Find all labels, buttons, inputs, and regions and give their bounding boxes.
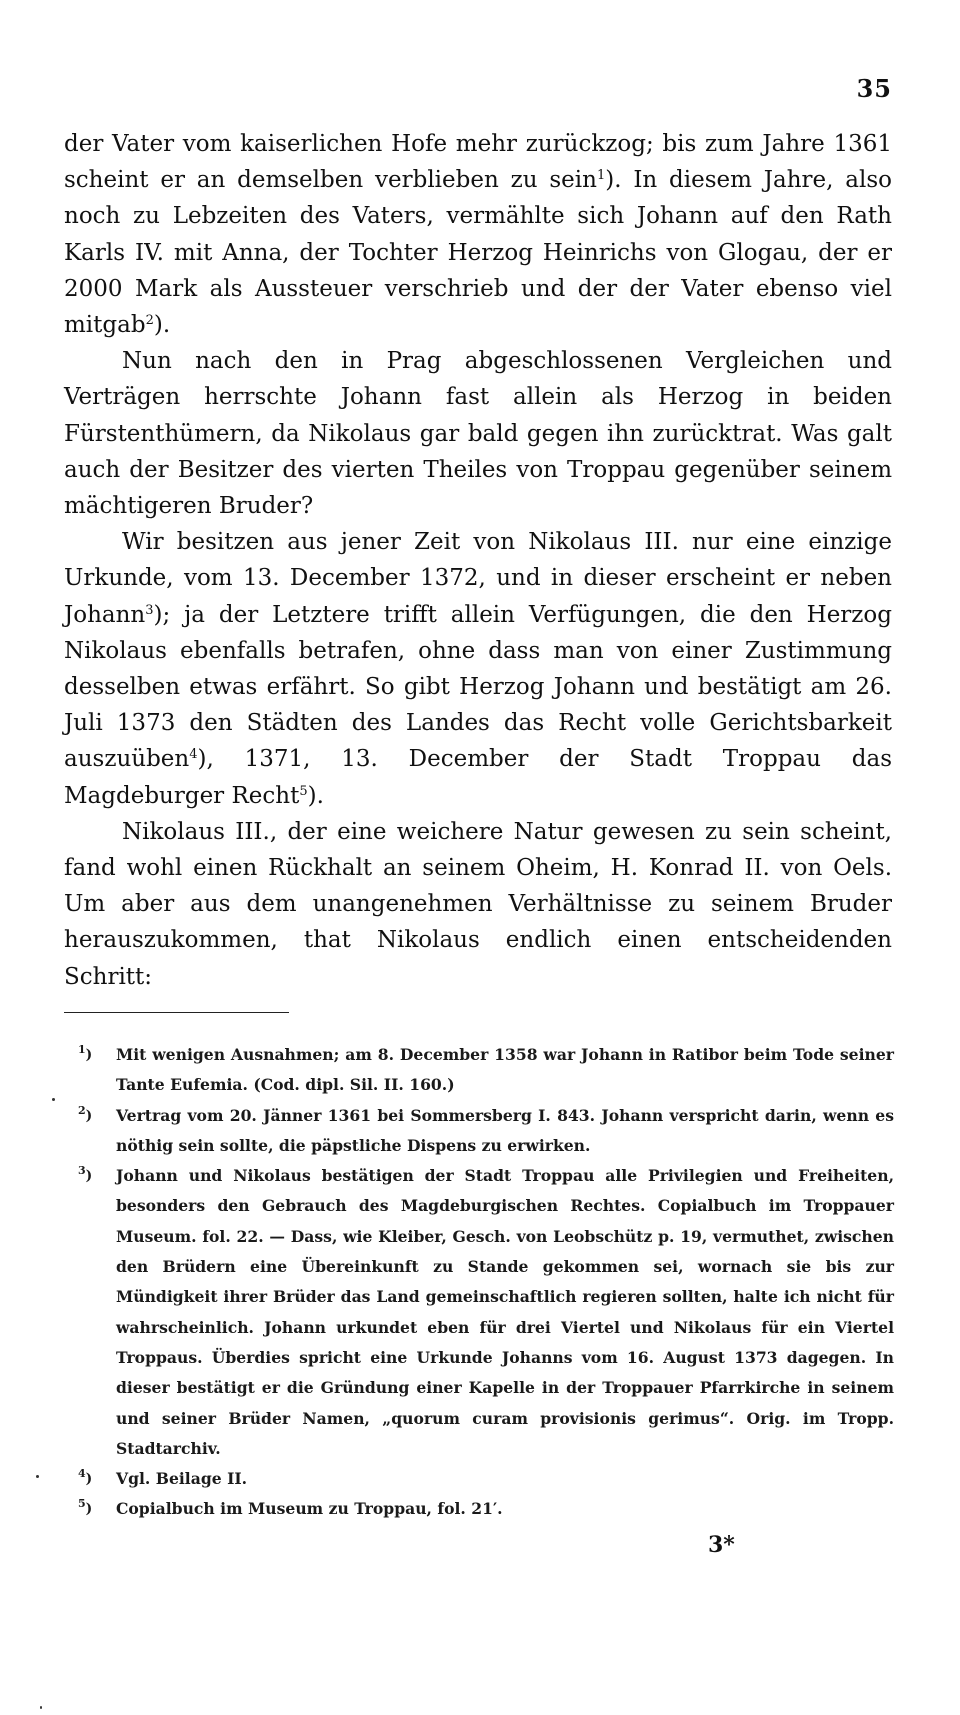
page-number: 35 <box>856 74 892 103</box>
paragraph-3-text-cont: ); ja der Letztere trifft allein Verfügungen, die den Herzog Nikolaus ebenfalls betrafen, ohne dass man von einer Zustimmung desselben etwas erfährt. So gibt Herzog Johann und bestätigt am 26. Juli 1373 den Städten des Landes das Recht volle Gerichtsbarkeit auszuüben <box>64 601 892 773</box>
paragraph-3-text: Wir besitzen aus jener Zeit von Nikolaus III. nur eine einzige Urkunde, vom 13. December 1372, und in dieser erscheint er neben Johann <box>64 529 892 628</box>
paragraph-3-text-end: ). <box>307 782 324 809</box>
footnote-text: Copialbuch im Museum zu Troppau, fol. 21′. <box>116 1499 503 1519</box>
speck <box>36 1475 39 1478</box>
footnote-ref-5: 5 <box>299 783 308 799</box>
footnote-rule <box>64 1012 289 1013</box>
paragraph-1-text: der Vater vom kaiserlichen Hofe mehr zurückzog; bis zum Jahre 1361 scheint er an demselben verblieben zu sein <box>64 131 892 194</box>
footnote-mark: $^5$) <box>78 1497 93 1518</box>
paragraph-1-text-cont: ). In diesem Jahre, also noch zu Lebzeiten des Vaters, vermählte sich Johann auf den Rath Karls IV. mit Anna, der Tochter Herzog Heinrichs von Glogau, der er 2000 Mark als Aussteuer verschrieb und der der Vater ebenso viel mitgab <box>64 167 892 339</box>
footnote-text: Johann und Nikolaus bestätigen der Stadt Troppau alle Privilegien und Freiheiten, besonders den Gebrauch des Magdeburgischen Rechtes. Copialbuch im Troppauer Museum. fol. 22. — Dass, wie Kleiber, Gesch. von Leobschütz p. 19, vermuthet, zwischen den Brüdern eine Übereinkunft zu Stande gekommen sei, wornach sie bis zur Mündigkeit ihrer Brüder das Land gemeinschaftlich regieren sollten, halte ich nicht für wahrscheinlich. Johann urkundet eben für drei Viertel und Nikolaus für ein Viertel Troppaus. Überdies spricht eine Urkunde Johanns vom 16. August 1373 dagegen. In dieser bestätigt er die Gründung einer Kapelle in der Troppauer Pfarrkirche in seinem und seiner Brüder Namen, „quorum curam provisionis gerimus“. Orig. im Tropp. Stadtarchiv. <box>116 1166 894 1458</box>
body-text <box>64 126 892 995</box>
footnote-mark: $^3$) <box>78 1164 93 1185</box>
footnote-4 <box>64 1464 894 1494</box>
footnote-1 <box>64 1040 894 1101</box>
paragraph-3-text-cont2: ), 1371, 13. December der Stadt Troppau das Magdeburger Recht <box>64 746 892 809</box>
footnote-ref-4: 4 <box>189 747 198 763</box>
footnote-2 <box>64 1101 894 1162</box>
footnote-ref-3: 3 <box>145 602 154 618</box>
footnote-5 <box>64 1494 894 1524</box>
printer-signature: 3* <box>708 1532 735 1558</box>
paragraph-3 <box>64 524 892 814</box>
speck <box>52 1098 55 1101</box>
footnote-mark: $^2$) <box>78 1103 93 1124</box>
footnote-ref-1: 1 <box>596 168 606 184</box>
footnote-3 <box>64 1161 894 1464</box>
paragraph-1 <box>64 126 892 343</box>
footnote-ref-2: 2 <box>145 313 154 329</box>
footnote-text: Vertrag vom 20. Jänner 1361 bei Sommersberg I. 843. Johann verspricht darin, wenn es nöthig sein sollte, die päpstliche Dispens zu erwirken. <box>116 1105 894 1155</box>
footnote-mark: $^1$) <box>78 1043 93 1063</box>
paragraph-4: Nikolaus III., der eine weichere Natur gewesen zu sein scheint, fand wohl einen Rückhalt an seinem Oheim, H. Konrad II. von Oels. Um aber aus dem unangenehmen Verhältnisse zu seinem Bruder herauszukommen, that Nikolaus endlich einen entscheidenden Schritt: <box>64 818 892 990</box>
paragraph-1-text-end: ). <box>153 312 171 339</box>
speck <box>40 1706 42 1709</box>
footnote-text: Mit wenigen Ausnahmen; am 8. December 1358 war Johann in Ratibor beim Tode seiner Tante Eufemia. (Cod. dipl. Sil. II. 160.) <box>116 1045 894 1095</box>
footnotes <box>64 1040 894 1525</box>
footnote-text: Vgl. Beilage II. <box>116 1469 248 1489</box>
paragraph-2: Nun nach den in Prag abgeschlossenen Vergleichen und Verträgen herrschte Johann fast allein als Herzog in beiden Fürstenthümern, da Nikolaus gar bald gegen ihn zurücktrat. Was galt auch der Besitzer des vierten Theiles von Troppau gegenüber seinem mächtigeren Bruder? <box>64 348 892 520</box>
footnote-mark: $^4$) <box>78 1467 93 1488</box>
